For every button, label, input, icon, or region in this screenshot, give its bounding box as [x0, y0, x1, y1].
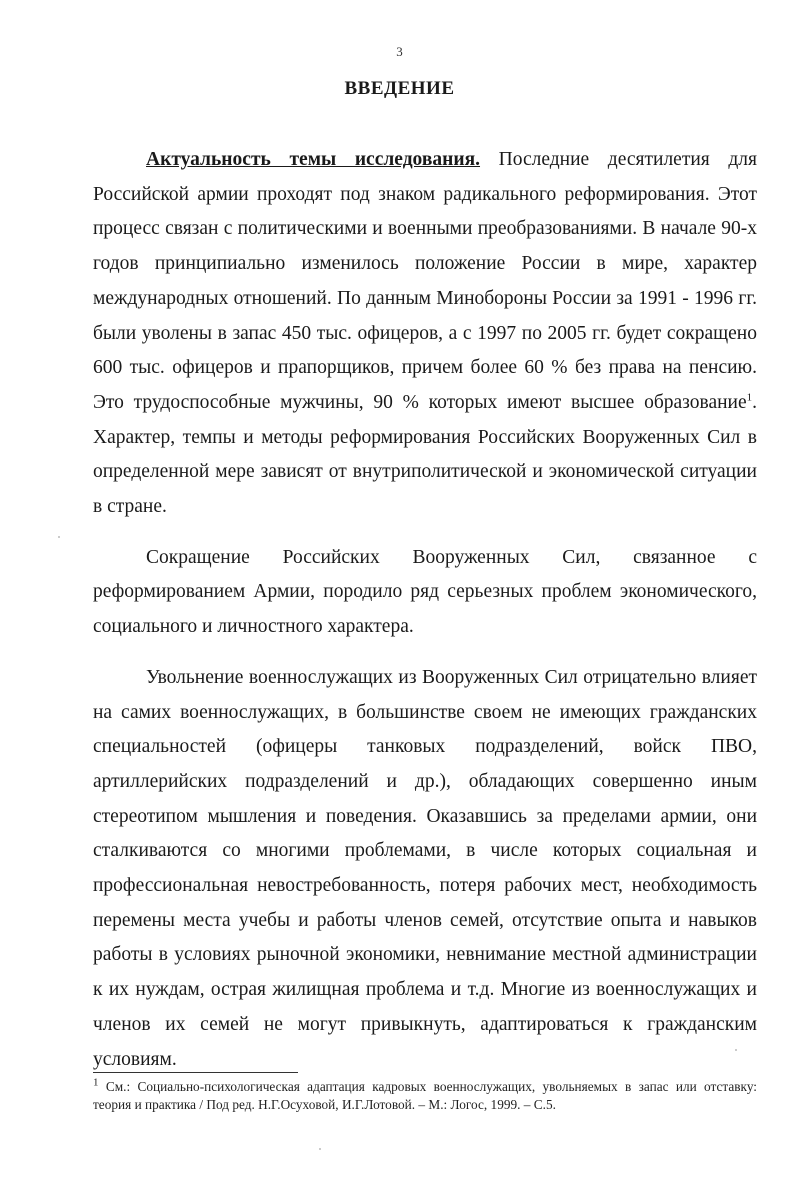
footnote-divider [93, 1072, 298, 1073]
body-text [93, 143, 757, 1077]
footnote-reference: 1 [746, 391, 753, 404]
paragraph-relevance [93, 143, 757, 525]
scan-speck [735, 1049, 737, 1051]
footnote-marker: 1 [93, 1076, 99, 1089]
footnote [93, 1078, 757, 1114]
section-heading: ВВЕДЕНИЕ [344, 78, 455, 99]
paragraph-text: Последние десятилетия для Российской армии проходят под знаком радикального реформирования. Этот процесс связан с политическими и военными преобразованиями. В начале 90-х годов принципиально изменилось положение России в мире, характер международных отношений. По данным Минобороны России за 1991 - 1996 гг. были уволены в запас 450 тыс. офицеров, а с 1997 по 2005 гг. будет сокращено 600 тыс. офицеров и прапорщиков, причем более 60 % без права на пенсию. Это трудоспособные мужчины, 90 % которых имеют высшее образование [93, 149, 757, 413]
paragraph-dismissal: Увольнение военнослужащих из Вооруженных Сил отрицательно влияет на самих военнослужащих, в большинстве своем не имеющих гражданских специальностей (офицеры танковых подразделений, войск ПВО, артиллерийских подразделений и др.), обладающих совершенно иным стереотипом мышления и поведения. Оказавшись за пределами армии, они сталкиваются со многими проблемами, в числе которых социальная и профессиональная невостребованность, потеря рабочих мест, необходимость перемены места учебы и работы членов семей, отсутствие опыта и навыков работы в условиях рыночной экономики, невнимание местной администрации к их нуждам, острая жилищная проблема и т.д. Многие из военнослужащих и членов их семей не могут привыкнуть, адаптироваться к гражданским условиям. [93, 666, 757, 1070]
paragraph-text: . Характер, темпы и методы реформирования Российских Вооруженных Сил в определенной мере зависят от внутриполитической и экономической ситуации в стране. [93, 391, 757, 518]
footnote-text: См.: Социально-психологическая адаптация кадровых военнослужащих, увольняемых в запас или отставку: теория и практика / Под ред. Н.Г.Осуховой, И.Г.Лотовой. – М.: Логос, 1999. – С.5. [93, 1079, 757, 1112]
paragraph-reduction: Сокращение Российских Вооруженных Сил, связанное с реформированием Армии, породило ряд серьезных проблем экономического, социального и личностного характера. [93, 546, 757, 638]
scan-speck [319, 1148, 321, 1150]
relevance-lead-in: Актуальность темы исследования. [146, 149, 481, 170]
page-number: 3 [396, 44, 403, 59]
scan-speck [58, 536, 60, 538]
